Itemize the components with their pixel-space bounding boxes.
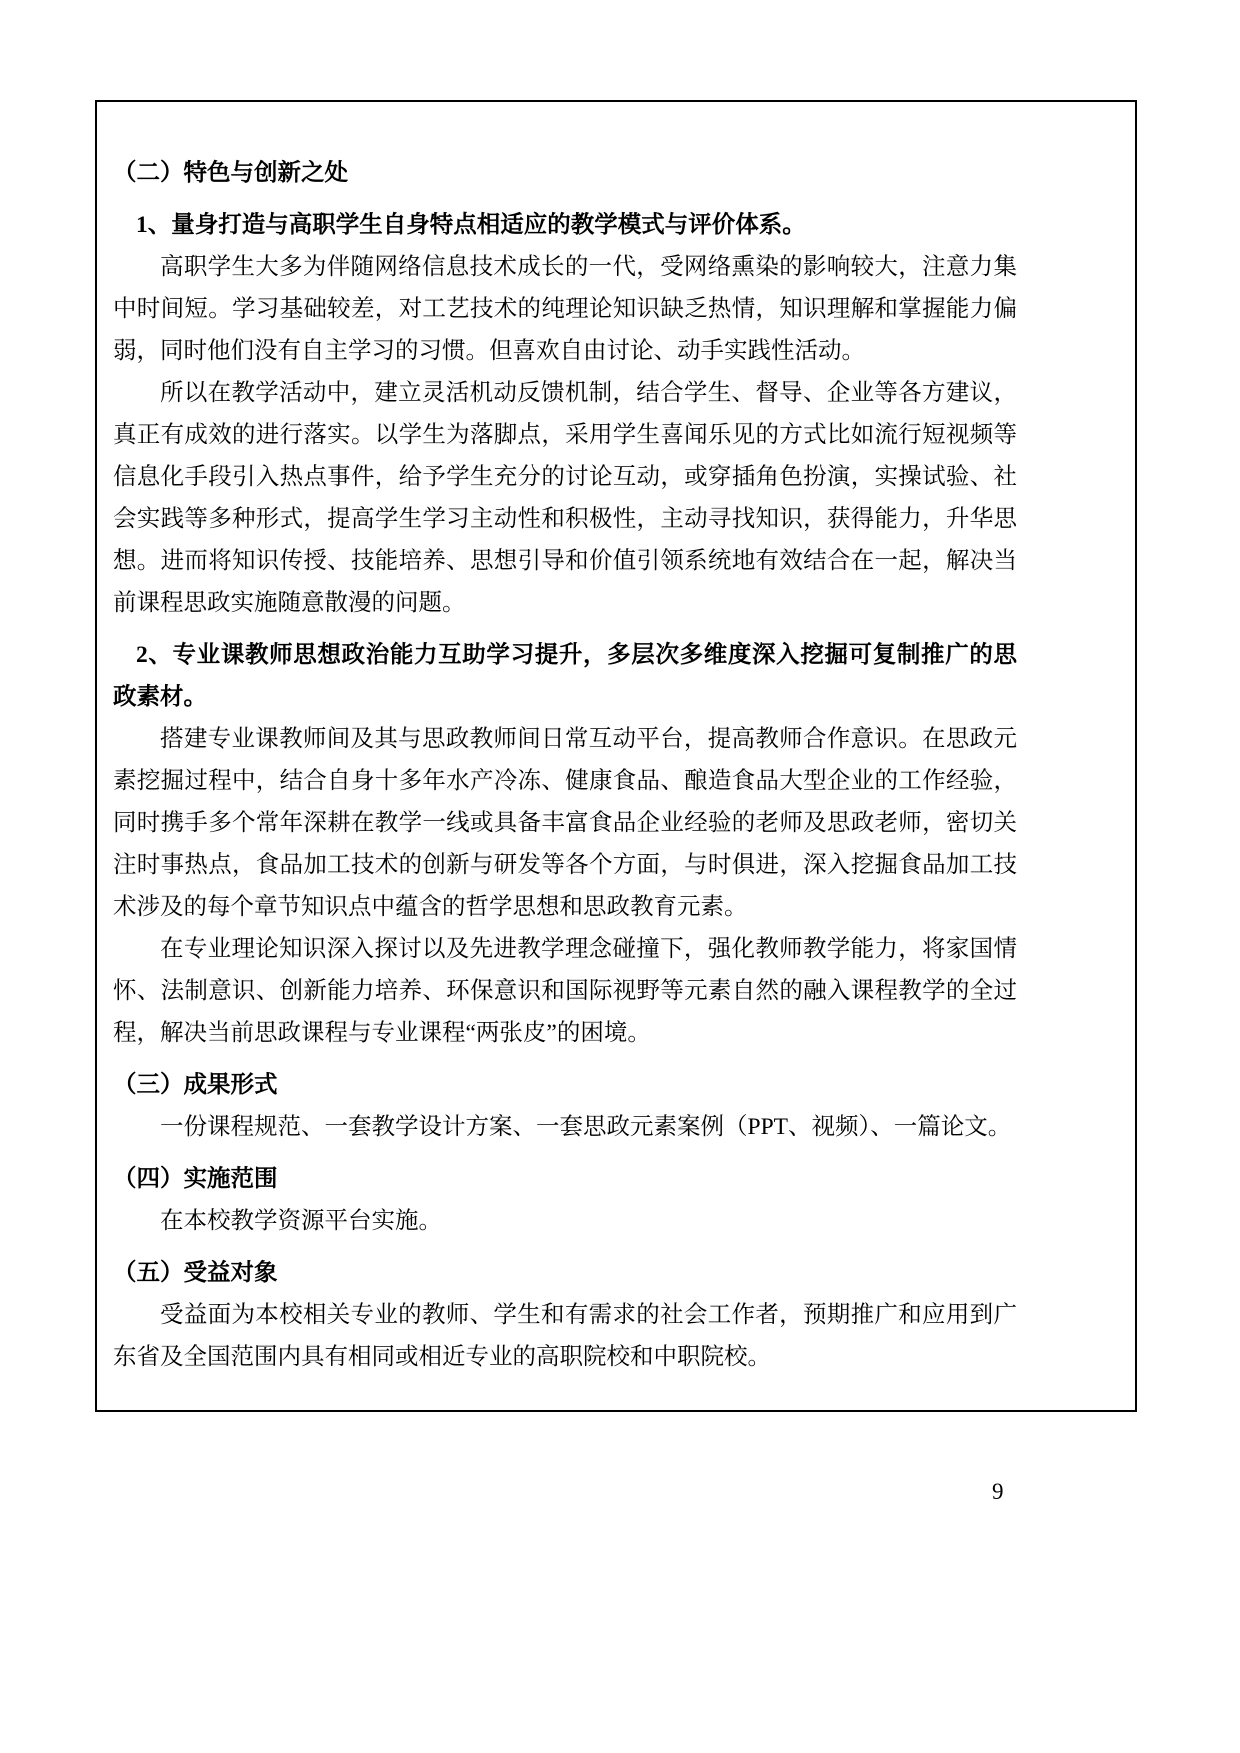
section-4-heading: （四）实施范围 xyxy=(113,1166,278,1192)
section-2-point-1-paragraph-2: 所以在教学活动中，建立灵活机动反馈机制，结合学生、督导、企业等各方建议，真正有成效的进行落实。以学生为落脚点，采用学生喜闻乐见的方式比如流行短视频等信息化手段引入热点事件，给予学生充分的讨论互动，或穿插角色扮演，实操试验、社会实践等多种形式，提高学生学习主动性和积极性，主动寻找知识，获得能力，升华思想。进而将知识传授、技能培养、思想引导和价值引领系统地有效结合在一起，解决当前课程思政实施随意散漫的问题。 xyxy=(113,380,1017,616)
section-5-heading: （五）受益对象 xyxy=(113,1260,278,1286)
section-2-point-2-paragraph-2: 在专业理论知识深入探讨以及先进教学理念碰撞下，强化教师教学能力，将家国情怀、法制意识、创新能力培养、环保意识和国际视野等元素自然的融入课程教学的全过程，解决当前思政课程与专业课程“两张皮”的困境。 xyxy=(113,936,1017,1046)
section-2-point-1-paragraph-1: 高职学生大多为伴随网络信息技术成长的一代，受网络熏染的影响较大，注意力集中时间短。学习基础较差，对工艺技术的纯理论知识缺乏热情，知识理解和掌握能力偏弱，同时他们没有自主学习的习惯。但喜欢自由讨论、动手实践性活动。 xyxy=(113,254,1017,364)
section-2-point-1-heading: 1、量身打造与高职学生自身特点相适应的教学模式与评价体系。 xyxy=(136,212,806,238)
section-3-heading: （三）成果形式 xyxy=(113,1072,278,1098)
section-2-heading: （二）特色与创新之处 xyxy=(113,160,348,186)
page-number: 9 xyxy=(992,1479,1004,1504)
section-2-point-2-paragraph-1: 搭建专业课教师间及其与思政教师间日常互动平台，提高教师合作意识。在思政元素挖掘过程中，结合自身十多年水产冷冻、健康食品、酿造食品大型企业的工作经验，同时携手多个常年深耕在教学一线或具备丰富食品企业经验的老师及思政老师，密切关注时事热点，食品加工技术的创新与研发等各个方面，与时俱进，深入挖掘食品加工技术涉及的每个章节知识点中蕴含的哲学思想和思政教育元素。 xyxy=(113,726,1017,920)
content-box xyxy=(95,100,1137,1412)
section-3-paragraph: 一份课程规范、一套教学设计方案、一套思政元素案例（PPT、视频）、一篇论文。 xyxy=(160,1114,1012,1140)
section-5-paragraph: 受益面为本校相关专业的教师、学生和有需求的社会工作者，预期推广和应用到广东省及全国范围内具有相同或相近专业的高职院校和中职院校。 xyxy=(113,1302,1017,1370)
section-4-paragraph: 在本校教学资源平台实施。 xyxy=(160,1208,442,1234)
section-2-point-2-heading: 2、专业课教师思想政治能力互助学习提升，多层次多维度深入挖掘可复制推广的思政素材。 xyxy=(113,642,1017,710)
